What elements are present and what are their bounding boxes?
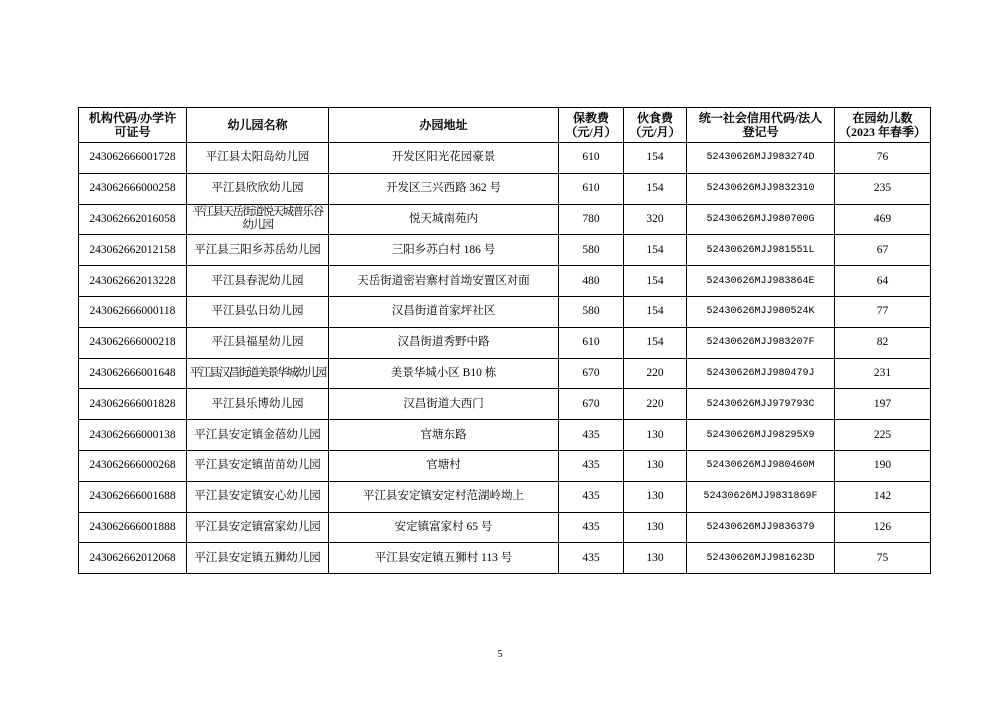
header-credit-code-line: 统一社会信用代码/法人: [698, 111, 823, 125]
org-code-cell: 243062666000218: [79, 327, 187, 358]
org-code-cell: 243062666000258: [79, 173, 187, 204]
header-enrollment-line: （2023 年春季）: [838, 125, 926, 139]
tuition-fee-cell: 435: [559, 481, 624, 512]
table-row: [79, 420, 931, 451]
header-meal-fee: [624, 108, 687, 143]
meal-fee-cell: 154: [624, 235, 687, 266]
tuition-fee-cell: 780: [559, 204, 624, 235]
header-tuition-fee-line: （元/月）: [565, 125, 617, 139]
address-cell: 美景华城小区 B10 栋: [329, 358, 559, 389]
credit-code-cell: 52430626MJJ979793C: [687, 389, 835, 420]
meal-fee-cell: 130: [624, 512, 687, 543]
meal-fee-cell: 130: [624, 420, 687, 451]
tuition-fee-cell: 670: [559, 358, 624, 389]
enrollment-cell: 225: [835, 420, 931, 451]
kindergarten-name-cell: 平江县安定镇安心幼儿园: [187, 481, 329, 512]
kindergarten-name-cell: 平江县弘日幼儿园: [187, 296, 329, 327]
table-row: [79, 143, 931, 174]
org-code-cell: 243062666001828: [79, 389, 187, 420]
tuition-fee-cell: 435: [559, 420, 624, 451]
credit-code-cell: 52430626MJJ980524K: [687, 296, 835, 327]
org-code-cell: 243062666001728: [79, 143, 187, 174]
enrollment-cell: 197: [835, 389, 931, 420]
credit-code-cell: 52430626MJJ9836379: [687, 512, 835, 543]
meal-fee-cell: 130: [624, 543, 687, 574]
tuition-fee-cell: 670: [559, 389, 624, 420]
enrollment-cell: 77: [835, 296, 931, 327]
header-enrollment: [835, 108, 931, 143]
table-row: [79, 204, 931, 235]
table-row: [79, 266, 931, 297]
header-kindergarten-name: [187, 108, 329, 143]
kindergarten-name-cell: 平江县安定镇富家幼儿园: [187, 512, 329, 543]
enrollment-cell: 235: [835, 173, 931, 204]
header-meal-fee-line: 伙食费: [636, 111, 673, 125]
credit-code-cell: 52430626MJJ9832310: [687, 173, 835, 204]
org-code-cell: 243062666001648: [79, 358, 187, 389]
table-row: [79, 173, 931, 204]
address-cell: 悦天城南苑内: [329, 204, 559, 235]
tuition-fee-cell: 580: [559, 235, 624, 266]
kindergarten-name-cell: 平江县乐博幼儿园: [187, 389, 329, 420]
credit-code-cell: 52430626MJJ981623D: [687, 543, 835, 574]
meal-fee-cell: 130: [624, 450, 687, 481]
address-cell: 官塘东路: [329, 420, 559, 451]
table-row: [79, 358, 931, 389]
credit-code-cell: 52430626MJJ981551L: [687, 235, 835, 266]
tuition-fee-cell: 435: [559, 543, 624, 574]
table-row: [79, 543, 931, 574]
table-row: [79, 389, 931, 420]
enrollment-cell: 231: [835, 358, 931, 389]
address-cell: 汉昌街道大西门: [329, 389, 559, 420]
credit-code-cell: 52430626MJJ98295X9: [687, 420, 835, 451]
address-cell: 平江县安定镇五狮村 113 号: [329, 543, 559, 574]
tuition-fee-cell: 435: [559, 450, 624, 481]
kindergarten-fee-table: [78, 107, 931, 574]
address-cell: 安定镇富家村 65 号: [329, 512, 559, 543]
header-org-code: [79, 108, 187, 143]
kindergarten-name-cell: 平江县天岳街道悦天城普乐谷幼儿园: [187, 204, 329, 235]
table-row: [79, 450, 931, 481]
credit-code-cell: 52430626MJJ983864E: [687, 266, 835, 297]
header-kindergarten-name-line: 幼儿园名称: [227, 118, 288, 132]
meal-fee-cell: 154: [624, 173, 687, 204]
org-code-cell: 243062666001688: [79, 481, 187, 512]
enrollment-cell: 76: [835, 143, 931, 174]
address-cell: 平江县安定镇安定村范湖岭坳上: [329, 481, 559, 512]
header-org-code-line: 可证号: [114, 125, 151, 139]
org-code-cell: 243062662016058: [79, 204, 187, 235]
table-row: [79, 512, 931, 543]
address-cell: 汉昌街道秀野中路: [329, 327, 559, 358]
kindergarten-name-cell: 平江县安定镇五狮幼儿园: [187, 543, 329, 574]
table-row: [79, 235, 931, 266]
address-cell: 天岳街道密岩寨村首坳安置区对面: [329, 266, 559, 297]
header-meal-fee-line: （元/月）: [629, 125, 681, 139]
header-address: [329, 108, 559, 143]
enrollment-cell: 469: [835, 204, 931, 235]
table-row: [79, 327, 931, 358]
enrollment-cell: 82: [835, 327, 931, 358]
address-cell: 官塘村: [329, 450, 559, 481]
header-enrollment-line: 在园幼儿数: [852, 111, 913, 125]
address-cell: 汉昌街道首家坪社区: [329, 296, 559, 327]
address-cell: 开发区阳光花园豪景: [329, 143, 559, 174]
credit-code-cell: 52430626MJJ983207F: [687, 327, 835, 358]
header-org-code-line: 机构代码/办学许: [88, 111, 177, 125]
header-credit-code: [687, 108, 835, 143]
table-body: [79, 143, 931, 574]
enrollment-cell: 75: [835, 543, 931, 574]
header-tuition-fee-line: 保教费: [572, 111, 609, 125]
meal-fee-cell: 154: [624, 266, 687, 297]
kindergarten-name-cell: 平江县福星幼儿园: [187, 327, 329, 358]
table-row: [79, 296, 931, 327]
tuition-fee-cell: 435: [559, 512, 624, 543]
tuition-fee-cell: 610: [559, 143, 624, 174]
table-row: [79, 481, 931, 512]
org-code-cell: 243062662012158: [79, 235, 187, 266]
enrollment-cell: 67: [835, 235, 931, 266]
credit-code-cell: 52430626MJJ980460M: [687, 450, 835, 481]
address-cell: 开发区三兴西路 362 号: [329, 173, 559, 204]
table-header: [79, 108, 931, 143]
kindergarten-name-cell: 平江县安定镇苗苗幼儿园: [187, 450, 329, 481]
tuition-fee-cell: 610: [559, 327, 624, 358]
enrollment-cell: 126: [835, 512, 931, 543]
credit-code-cell: 52430626MJJ9831869F: [687, 481, 835, 512]
page-number: 5: [497, 649, 503, 660]
enrollment-cell: 190: [835, 450, 931, 481]
meal-fee-cell: 320: [624, 204, 687, 235]
header-row: [79, 108, 931, 143]
org-code-cell: 243062662012068: [79, 543, 187, 574]
meal-fee-cell: 130: [624, 481, 687, 512]
tuition-fee-cell: 480: [559, 266, 624, 297]
org-code-cell: 243062666000118: [79, 296, 187, 327]
tuition-fee-cell: 580: [559, 296, 624, 327]
tuition-fee-cell: 610: [559, 173, 624, 204]
meal-fee-cell: 154: [624, 327, 687, 358]
credit-code-cell: 52430626MJJ980700G: [687, 204, 835, 235]
header-credit-code-line: 登记号: [742, 125, 779, 139]
header-tuition-fee: [559, 108, 624, 143]
meal-fee-cell: 220: [624, 358, 687, 389]
org-code-cell: 243062666001888: [79, 512, 187, 543]
org-code-cell: 243062666000138: [79, 420, 187, 451]
credit-code-cell: 52430626MJJ983274D: [687, 143, 835, 174]
meal-fee-cell: 154: [624, 143, 687, 174]
credit-code-cell: 52430626MJJ980479J: [687, 358, 835, 389]
kindergarten-name-cell: 平江县安定镇金蓓幼儿园: [187, 420, 329, 451]
kindergarten-name-cell: 平江县汉昌街道美景华城幼儿园: [187, 358, 329, 389]
kindergarten-name-cell: 平江县三阳乡苏岳幼儿园: [187, 235, 329, 266]
kindergarten-name-cell: 平江县春泥幼儿园: [187, 266, 329, 297]
meal-fee-cell: 154: [624, 296, 687, 327]
address-cell: 三阳乡苏白村 186 号: [329, 235, 559, 266]
org-code-cell: 243062662013228: [79, 266, 187, 297]
meal-fee-cell: 220: [624, 389, 687, 420]
kindergarten-name-cell: 平江县太阳岛幼儿园: [187, 143, 329, 174]
header-address-line: 办园地址: [419, 118, 468, 132]
enrollment-cell: 64: [835, 266, 931, 297]
kindergarten-name-cell: 平江县欣欣幼儿园: [187, 173, 329, 204]
enrollment-cell: 142: [835, 481, 931, 512]
org-code-cell: 243062666000268: [79, 450, 187, 481]
